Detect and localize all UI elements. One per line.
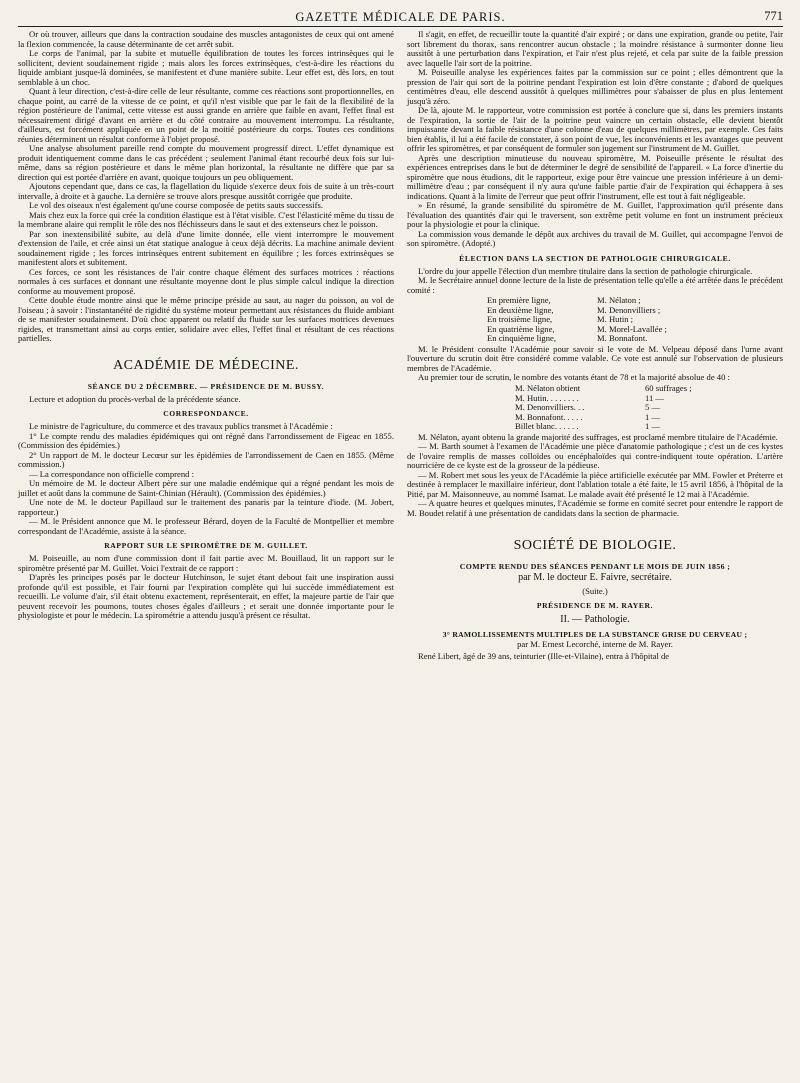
paragraph: Par son inextensibilité subite, au delà d'une limite donnée, elle vient interrompre le mouvement d'extension de l'aile, et crée ainsi un état statique analogue à ceux déjà décrits. La machine animale devient soudainement rigide ; les forces intrinsèques entrent subitement en équilibre ; les forces extrinsèques se manifestent alors et subitement. <box>18 228 394 267</box>
presidence-heading: PRÉSIDENCE DE M. RAYER. <box>536 601 654 611</box>
paragraph: — M. Barth soumet à l'examen de l'Académie une pièce d'anatomie pathologique ; c'est un de ces kystes de l'ovaire remplis de masses colloïdes ou encéphaloïdes qui contre-indiquent toute opération. L'artère nourricière de ce kyste est de la grosseur de la pédieuse. <box>407 441 783 471</box>
right-column <box>407 30 783 662</box>
ranking-list <box>407 296 783 344</box>
vote-row: M. Bonnafont. . . . . 1 — <box>515 411 661 422</box>
paragraph: De là, ajoute M. le rapporteur, votre commission est portée à conclure que si, dans les premiers instants de l'expiration, la sortie de l'air de la poitrine peut vaincre un certain obstacle, elle devient bientôt impuissante devant la faible résistance d'une colonne d'eau de quelques millimètres, par exemple. Ces faits bien établis, il lui a été facile de constater, à son point de vue, les inconvénients et les avantages que peuvent offrir les spiromètres, et par conséquent de formuler son jugement sur l'instrument de M. Guillet. <box>407 105 783 153</box>
paragraph: La commission vous demande le dépôt aux archives du travail de M. Guillet, qui accompagne l'envoi de son spiromètre. (Adopté.) <box>407 228 783 248</box>
compte-rendu-author: par M. le docteur E. Faivre, secrétaire. <box>518 571 672 583</box>
paragraph: Mais chez eux la force qui crée la condition élastique est à l'état visible. C'est l'élasticité même du tissu de la membrane alaire qui remplit le rôle des nos fléchisseurs dans le saut et des extenseurs chez le poisson. <box>18 209 394 229</box>
ramollissements-heading: 3° RAMOLLISSEMENTS MULTIPLES DE LA SUBSTANCE GRISE DU CERVEAU ; <box>442 630 748 640</box>
academie-section-title: ACADÉMIE DE MÉDECINE. <box>113 357 299 373</box>
paragraph: M. Poiseuille analyse les expériences faites par la commission sur ce point ; elles démontrent que la pression de l'air qui sort de la poitrine pendant l'expiration est loin d'être constante ; d'abord de quelques centimètres d'eau, elle descend aussitôt à quelques millimètres pour s'abaisser de plus en plus lentement jusqu'à zéro. <box>407 67 783 106</box>
ranking-row: En deuxième ligne, M. Denonvilliers ; <box>487 304 661 315</box>
paragraph: — La correspondance non officielle comprend : <box>29 468 194 479</box>
paragraph: L'ordre du jour appelle l'élection d'un membre titulaire dans la section de pathologie chirurgicale. <box>418 265 753 276</box>
pathologie-heading: II. — Pathologie. <box>560 614 630 626</box>
page-number: 771 <box>764 9 783 23</box>
paragraph: — A quatre heures et quelques minutes, l'Académie se forme en comité secret pour entendre le rapport de M. Boudet relatif à une présentation de candidats dans la section de pharmacie. <box>407 498 783 518</box>
paragraph: M. Nélaton, ayant obtenu la grande majorité des suffrages, est proclamé membre titulaire de l'Académie. <box>418 431 778 442</box>
election-heading: ÉLECTION DANS LA SECTION DE PATHOLOGIE CHIRURGICALE. <box>459 253 731 263</box>
vote-row: M. Hutin. . . . . . . . 11 — <box>515 392 665 403</box>
paragraph: Or où trouver, ailleurs que dans la contraction soudaine des muscles antagonistes de ceux qui ont amené la flexion commencée, la cause déterminante de cet arrêt subit. <box>18 29 394 49</box>
paragraph: Un mémoire de M. le docteur Albert père sur une maladie endémique qui a régné pendant les mois de juillet et août dans la commune de Saint-Chinian (Hérault). (Commission des épidémies.) <box>18 478 394 498</box>
paragraph: Cette double étude montre ainsi que le même principe préside au saut, au nager du poisson, au vol de l'oiseau ; à savoir : l'instantanéité de rigidité du système moteur permettant aux résistances du fluide ambiant de se manifester soudainement. D'où choc apparent ou relatif du fluide sur les surfaces motrices devenues rigides, et transmettant ainsi au corps entier, solidaire avec elles, l'effet final et résultant de ces réactions partielles. <box>18 295 394 343</box>
left-column <box>18 30 394 662</box>
ramollissements-author: par M. Ernest Lecorché, interne de M. Rayer. <box>517 638 673 649</box>
suite-label: (Suite.) <box>582 585 608 596</box>
paragraph: Une note de M. le docteur Papillaud sur le traitement des panaris par la teinture d'iode. (M. Jobert, rapporteur.) <box>18 497 394 517</box>
page-header <box>18 8 783 27</box>
paragraph: Quant à leur direction, c'est-à-dire celle de leur résultante, comme ces réactions sont proportionnelles, en chaque point, au carré de la vitesse de ce point, et qu'il n'est visible que par le fait de la flexibilité de la région postérieure de l'animal, cette vitesse est aussi grande en arrière que faible en avant, l'effet final est nécessairement dirigé d'avant en arrière et du côté contraire au mouvement interrompu. La résultante, d'ailleurs, est forcément appliquée en un point de la moitié postérieure du corps. Toutes ces conditions réunies déterminent un résultat conforme à l'objet proposé. <box>18 86 394 144</box>
vote-row: Billet blanc. . . . . . 1 — <box>515 421 661 432</box>
ranking-row: En quatrième ligne, M. Morel-Lavallée ; <box>487 323 667 334</box>
paragraph: — M. le Président annonce que M. le professeur Bérard, doyen de la Faculté de Montpellier et membre correspondant de l'Académie, assiste à la séance. <box>18 516 394 536</box>
correspondance-heading: CORRESPONDANCE. <box>163 409 249 418</box>
paragraph: M. le Secrétaire annuel donne lecture de la liste de présentation telle qu'elle a été arrêtée dans le précédent comité : <box>407 275 783 295</box>
paragraph: Il s'agit, en effet, de recueillir toute la quantité d'air expiré ; or dans une expiration, grande ou petite, l'air sort librement du thorax, sans rencontrer aucun obstacle ; la moindre résistance à surmonter donne lieu aussitôt à une perturbation dans l'expiration, et l'air n'est plus rejeté, et cela par suite de la faible pression avec laquelle l'air sort de la poitrine. <box>407 29 783 68</box>
seance-heading: SÉANCE DU 2 DÉCEMBRE. — PRÉSIDENCE DE M. BUSSY. <box>87 381 325 391</box>
paragraph: D'après les principes posés par le docteur Hutchinson, le sujet étant debout fait une inspiration aussi profonde qu'il est possible, et l'air fourni par l'expiration complète qui lui succède immédiatement est recueilli. Le volume d'air, s'il était obtenu exactement, représenterait, en effet, la majeure partie de l'air que peuvent recevoir les poumons, toutes choses égales d'ailleurs ; et serait une donnée importante pour le physiologiste et pour le médecin. La spirométrie a attendu jusqu'à présent ce résultat. <box>18 572 394 620</box>
journal-title: GAZETTE MÉDICALE DE PARIS. <box>295 10 506 24</box>
paragraph: Une analyse absolument pareille rend compte du mouvement progressif direct. L'effet dynamique est produit identiquement comme dans le cas précédent ; seulement l'animal étant recourbé deux fois sur lui-même, dans sa région postérieure et dans le même plan horizontal, la résultante ne diffère que par sa direction qui est portée d'arrière en avant, quoique toujours un peu obliquement. <box>18 143 394 182</box>
rapport-heading: RAPPORT SUR LE SPIROMÈTRE DE M. GUILLET. <box>104 541 308 550</box>
vote-row: M. Nélaton obtient 60 suffrages ; <box>515 382 692 393</box>
paragraph: 1° Le compte rendu des maladies épidémiques qui ont régné dans l'arrondissement de Figeac en 1855. (Commission des épidémies.) <box>18 430 394 450</box>
paragraph: Après une description minutieuse du nouveau spiromètre, M. Poiseuille présente le résultat des expériences entreprises dans le but de déterminer le degré de sensibilité de l'appareil. « La force d'inertie du spiromètre que nous étudions, dit le rapporteur, exige pour être vaincue une pression inférieure à un demi-millimètre d'eau ; par conséquent il n'y aura qu'une faible partie d'air de l'expiration qui échappera à ses indications. Quant à la limite de l'erreur que peut offrir l'instrument, elle est tout à fait négligeable. <box>407 152 783 201</box>
paragraph: Ces forces, ce sont les résistances de l'air contre chaque élément des surfaces motrices : réactions normales à ces surfaces et donnant une résultante moyenne dont le plus simple calcul indique la direction conforme au mouvement proposé. <box>18 266 394 296</box>
paragraph: M. le Président consulte l'Académie pour savoir si le vote de M. Velpeau déposé dans l'urne avant l'ouverture du scrutin doit être considéré comme valable. Ce vote est annulé sur l'observation de plusieurs membres de l'Académie. <box>407 343 783 373</box>
paragraph: » En résumé, la grande sensibilité du spiromètre de M. Guillet, l'approximation qu'il présente dans l'évaluation des quantités d'air qui le traversent, son extrême petit volume en font un instrument précieux pour la physiologie et pour la clinique. <box>407 200 783 229</box>
paragraph: Le ministre de l'agriculture, du commerce et des travaux publics transmet à l'Académie : <box>29 421 333 431</box>
vote-list <box>407 384 783 432</box>
paragraph: Lecture et adoption du procès-verbal de la précédente séance. <box>29 393 241 404</box>
paragraph: René Libert, âgé de 39 ans, teinturier (Ille-et-Vilaine), entra à l'hôpital de <box>418 651 670 662</box>
societe-section-title: SOCIÉTÉ DE BIOLOGIE. <box>513 538 677 554</box>
compte-rendu-heading: COMPTE RENDU DES SÉANCES PENDANT LE MOIS DE JUIN 1856 ; <box>459 562 731 572</box>
paragraph: M. Poiseuille, au nom d'une commission dont il fait partie avec M. Bouillaud, lit un rapport sur le spiromètre présenté par M. Guillet. Voici l'extrait de ce rapport : <box>18 553 394 573</box>
ranking-row: En troisième ligne, M. Hutin ; <box>487 314 634 325</box>
ranking-row: En cinquième ligne, M. Bonnafont. <box>487 333 648 344</box>
paragraph: 2° Un rapport de M. le docteur Lecœur sur les épidémies de l'arrondissement de Caen en 1855. (Même commission.) <box>18 449 394 469</box>
vote-row: M. Denonvilliers. . . 5 — <box>515 402 661 413</box>
paragraph: Ajoutons cependant que, dans ce cas, la flagellation du liquide s'exerce deux fois de suite à un très-court intervalle, à droite et à gauche. La dernière se trouve alors presque aussitôt corrigée que produite. <box>18 181 394 201</box>
paragraph: Au premier tour de scrutin, le nombre des votants étant de 78 et la majorité absolue de 40 : <box>418 372 730 383</box>
paragraph: Le vol des oiseaux n'est également qu'une course composée de petits sauts successifs. <box>29 200 324 210</box>
ranking-row: En première ligne, M. Nélaton ; <box>487 295 641 305</box>
paragraph: Le corps de l'animal, par la subite et mutuelle équilibration de toutes les forces intrinsèques qui le sollicitent, devient soudainement rigide ; mais alors les forces extrinsèques, c'est-à-dire les réactions du liquide ambiant jusque-là dominées, se manifestent et d'une manière subite. Leur effet est, dès lors, en tout semblable à un choc. <box>18 48 394 87</box>
paragraph: — M. Robert met sous les yeux de l'Académie la pièce artificielle exécutée par MM. Fowler et Préterre et destinée à remplacer le maxillaire inférieur, dont l'ablation totale a été faite, le 15 avril 1856, à l'hôpital de la Pitié, par M. Maisonneuve, au nommé Isamat. Le malade avait été présenté le 12 mai à l'Académie. <box>407 469 783 499</box>
